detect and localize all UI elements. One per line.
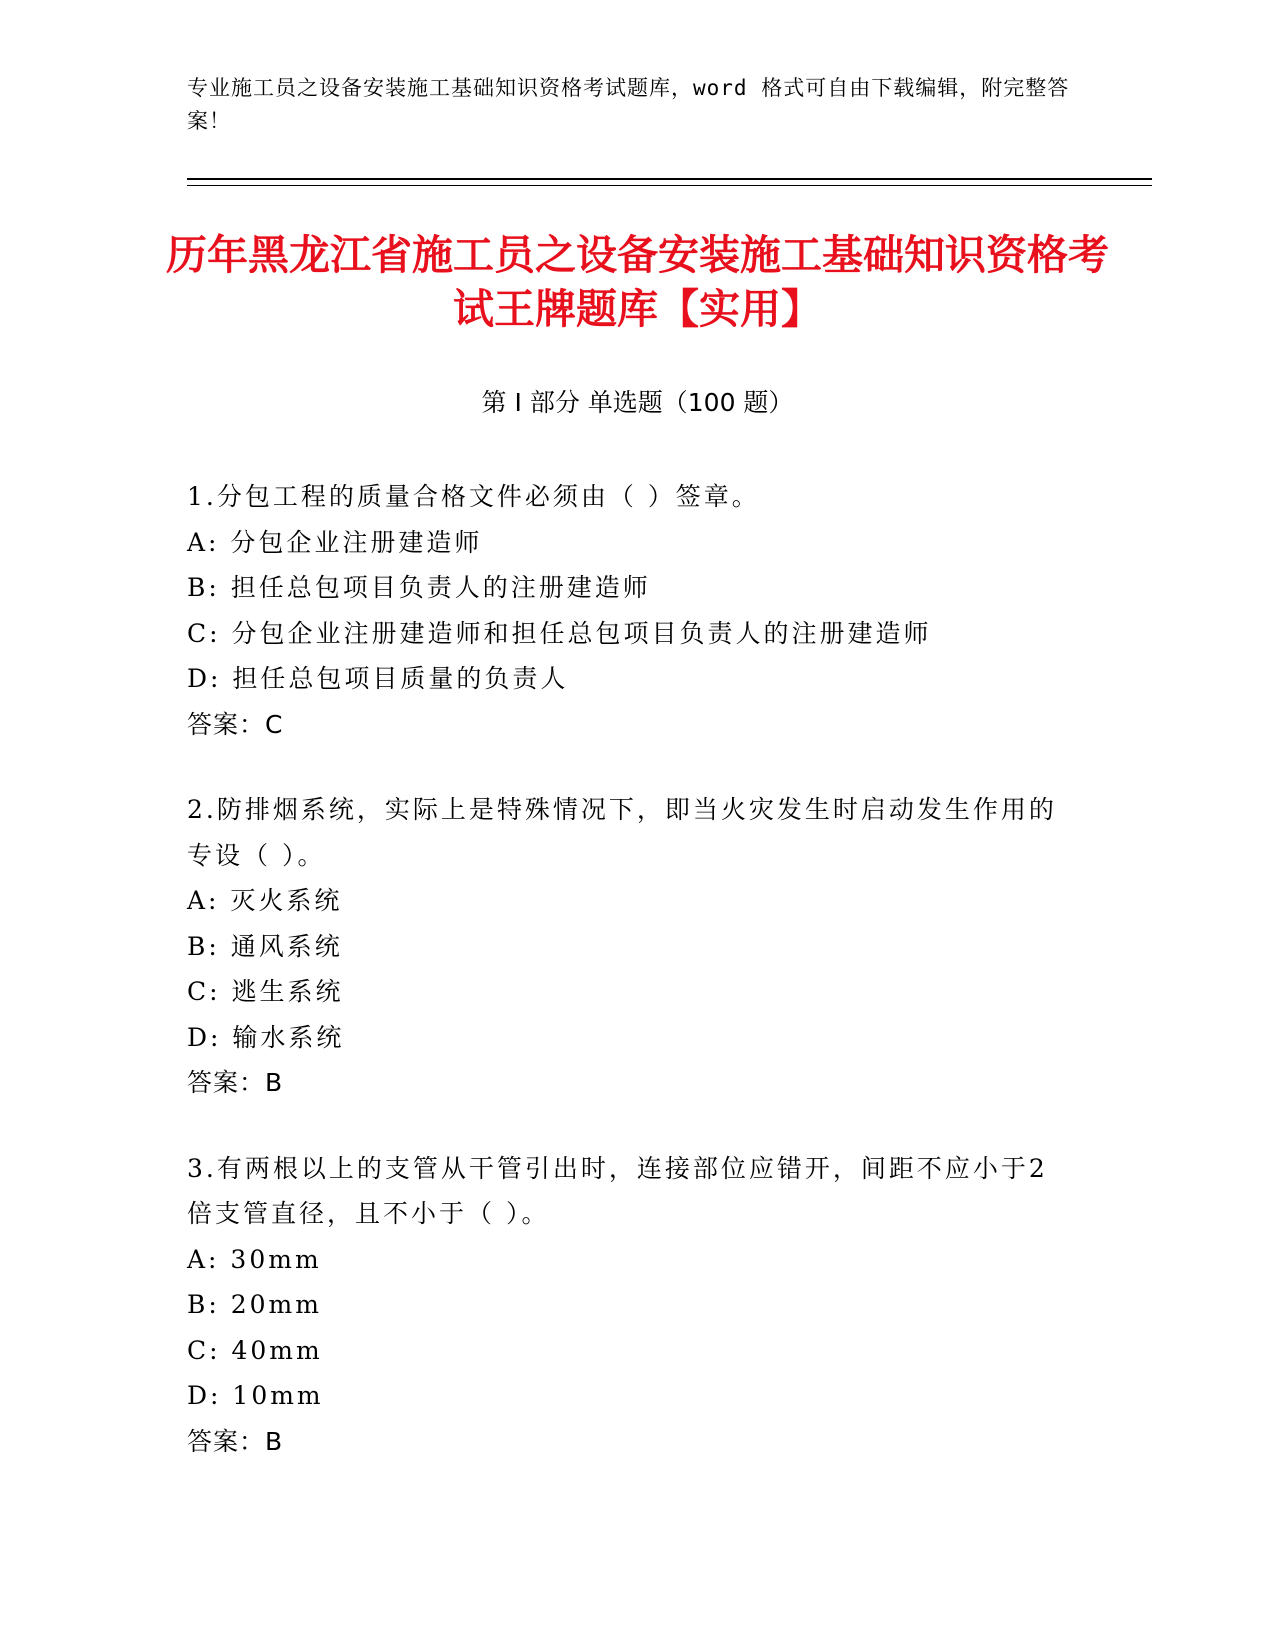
option-a: A: 灭火系统: [187, 886, 343, 915]
option-a: A: 30mm: [187, 1244, 322, 1274]
header-note: 专业施工员之设备安装施工基础知识资格考试题库，word 格式可自由下载编辑，附完整答案！: [187, 76, 1070, 133]
option-d: D: 担任总包项目质量的负责人: [187, 664, 569, 693]
answer: 答案：B: [187, 1426, 284, 1456]
option-d: D: 10mm: [187, 1381, 324, 1410]
question-2: [187, 787, 1067, 1106]
option-b: B: 20mm: [187, 1290, 322, 1319]
question-1: [187, 474, 1067, 747]
option-b: B: 通风系统: [187, 931, 343, 961]
answer: 答案：B: [187, 1068, 284, 1097]
header-divider-thin: [187, 185, 1152, 186]
option-c: C: 分包企业注册建造师和担任总包项目负责人的注册建造师: [187, 618, 932, 648]
option-c: C: 逃生系统: [187, 977, 344, 1006]
question-stem: 2.防排烟系统，实际上是特殊情况下，即当火灾发生时启动发生作用的专设（ ）。: [187, 795, 1057, 870]
option-c: C: 40mm: [187, 1335, 323, 1365]
option-b: B: 担任总包项目负责人的注册建造师: [187, 573, 651, 602]
question-stem: 3.有两根以上的支管从干管引出时，连接部位应错开，间距不应小于2倍支管直径，且不小于（ ）。: [187, 1153, 1048, 1228]
question-list: [187, 474, 1067, 1504]
question-stem: 1.分包工程的质量合格文件必须由（ ）签章。: [187, 482, 760, 511]
question-3: [187, 1146, 1067, 1465]
option-a: A: 分包企业注册建造师: [187, 527, 483, 557]
answer: 答案：C: [187, 709, 284, 739]
document-title: 历年黑龙江省施工员之设备安装施工基础知识资格考试王牌题库【实用】: [166, 231, 1109, 333]
option-d: D: 输水系统: [187, 1022, 345, 1052]
header-divider-thick: [187, 178, 1152, 180]
section-title: 第 I 部分 单选题（100 题）: [481, 388, 794, 417]
